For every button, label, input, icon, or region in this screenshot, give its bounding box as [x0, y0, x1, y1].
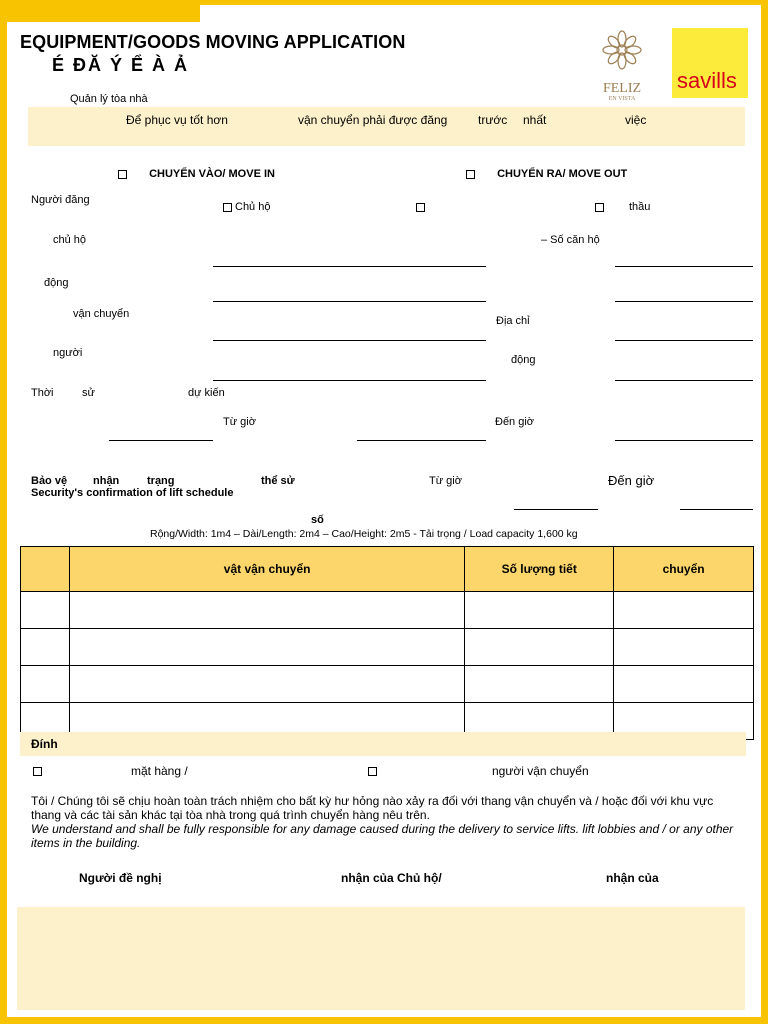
- page-title: EQUIPMENT/GOODS MOVING APPLICATION: [20, 32, 406, 52]
- manager-label: Quản lý tòa nhà: [70, 93, 148, 105]
- security-label-4: thể sử: [261, 475, 295, 487]
- time-from-label: Từ giờ: [223, 416, 256, 428]
- owner-option[interactable]: [223, 201, 270, 213]
- frame-right: [761, 0, 768, 1024]
- date-field[interactable]: [109, 440, 213, 441]
- move-in-option[interactable]: [118, 168, 275, 180]
- table-cell[interactable]: [614, 592, 754, 629]
- table-header-row: [21, 547, 754, 592]
- notice-part4: nhất: [523, 113, 547, 127]
- time-from-field[interactable]: [357, 440, 486, 441]
- attachment-checkbox-2[interactable]: [368, 767, 377, 776]
- feliz-sub: EN VISTA: [608, 96, 636, 102]
- mobile2-field[interactable]: [615, 380, 753, 381]
- move-in-label: CHUYỂN VÀO/ MOVE IN: [149, 168, 275, 180]
- table-row: [21, 666, 754, 703]
- move-in-checkbox[interactable]: [118, 170, 127, 179]
- security-label-3: trạng: [147, 475, 175, 487]
- table-header-qty: Số lượng tiết: [465, 547, 614, 592]
- registrant-label: Người đăng: [31, 194, 90, 206]
- security-label-2: nhận: [93, 475, 120, 487]
- use-label: sử: [82, 387, 95, 399]
- disclaimer-vn: Tôi / Chúng tôi sẽ chịu hoàn toàn trách nhiệm cho bất kỳ hư hỏng nào xảy ra đối với thang vận chuyển và / hoặc đối với khu vực thang và các tài sản khác tại tòa nhà trong quá trình chuyển hàng nêu trên.: [31, 794, 714, 822]
- table-cell[interactable]: [69, 592, 464, 629]
- notice-part2: vận chuyển phải được đăng: [298, 113, 448, 127]
- tenant-option[interactable]: [416, 201, 428, 213]
- frame-top: [200, 0, 768, 5]
- unit-label: – Số căn hộ: [541, 234, 600, 246]
- table-cell[interactable]: [465, 629, 614, 666]
- attachment-option-1-label: mặt hàng /: [131, 764, 188, 778]
- frame-left: [0, 0, 7, 1024]
- owner-checkbox[interactable]: [223, 203, 232, 212]
- signature-management: nhận của: [606, 871, 659, 885]
- security-to-field[interactable]: [680, 509, 753, 510]
- frame-bottom: [0, 1017, 768, 1024]
- security-label-1: Bảo vệ: [31, 475, 68, 487]
- security-to-label: Đến giờ: [608, 473, 655, 488]
- carrier-field[interactable]: [213, 340, 486, 341]
- attachment-option-2-label: người vận chuyển: [492, 764, 589, 778]
- person-label: người: [53, 347, 83, 359]
- move-out-option[interactable]: [466, 168, 627, 180]
- mobile2-label: động: [511, 354, 536, 366]
- security-label-en: Security's confirmation of lift schedule: [31, 487, 234, 499]
- table-cell[interactable]: [614, 666, 754, 703]
- attachment-option-1[interactable]: [33, 764, 188, 778]
- signature-area[interactable]: [17, 907, 745, 1010]
- table-cell[interactable]: [21, 629, 70, 666]
- mobile-label: động: [44, 277, 69, 289]
- table-cell[interactable]: [69, 666, 464, 703]
- contractor-option-label: thầu: [629, 201, 651, 213]
- notice-part5: việc: [625, 113, 647, 127]
- expected-label: dự kiến: [188, 387, 225, 399]
- table-header-note: chuyển: [614, 547, 754, 592]
- feliz-name: FELIZ: [602, 81, 642, 96]
- tenant-checkbox[interactable]: [416, 203, 425, 212]
- table-header-item: vật vận chuyển: [69, 547, 464, 592]
- table-header-no: [21, 547, 70, 592]
- time-to-field[interactable]: [615, 440, 753, 441]
- person-field[interactable]: [213, 380, 486, 381]
- owner-option-label: Chủ hộ: [235, 201, 271, 213]
- security-from-label: Từ giờ: [429, 475, 462, 487]
- feliz-logo: [590, 30, 654, 102]
- notice-part1: Để phục vụ tốt hơn: [126, 113, 228, 127]
- security-from-field[interactable]: [514, 509, 598, 510]
- table-cell[interactable]: [465, 666, 614, 703]
- contractor-checkbox[interactable]: [595, 203, 604, 212]
- attachment-checkbox-1[interactable]: [33, 767, 42, 776]
- table-cell[interactable]: [69, 629, 464, 666]
- mobile-field[interactable]: [213, 301, 486, 302]
- disclaimer-en: We understand and shall be fully responsible for any damage caused during the delivery to service lifts. lift lobbies and / or any other items in the building.: [31, 822, 734, 850]
- table-row: [21, 592, 754, 629]
- address-field[interactable]: [615, 340, 753, 341]
- contractor-option[interactable]: [595, 201, 650, 213]
- carrier-label: vận chuyển: [73, 308, 130, 320]
- table-cell[interactable]: [614, 629, 754, 666]
- address-label: Địa chỉ: [496, 315, 530, 327]
- page-title-vn: É ĐĂ Ý Ể À Ả: [52, 55, 190, 75]
- move-out-label: CHUYỂN RA/ MOVE OUT: [497, 168, 628, 180]
- lift-heading: số: [311, 514, 324, 526]
- owner-name-field[interactable]: [213, 266, 486, 267]
- frame-top-tab: [0, 0, 200, 22]
- time-label: Thời: [31, 387, 54, 399]
- time-to-label: Đến giờ: [495, 416, 535, 428]
- attachment-label: Đính: [31, 737, 58, 751]
- unit-field[interactable]: [615, 266, 753, 267]
- savills-logo-text: savills: [677, 68, 737, 93]
- move-out-checkbox[interactable]: [466, 170, 475, 179]
- signature-requester: Người đề nghị: [79, 871, 162, 885]
- table-cell[interactable]: [21, 592, 70, 629]
- attachment-band: [20, 732, 746, 756]
- table-cell[interactable]: [21, 666, 70, 703]
- lift-specs: Rộng/Width: 1m4 – Dài/Length: 2m4 – Cao/Height: 2m5 - Tải trọng / Load capacity 1,600 kg: [150, 528, 578, 540]
- items-table: [20, 546, 754, 740]
- feliz-flower-icon: [590, 30, 654, 102]
- owner-name-label: chủ hộ: [53, 234, 87, 246]
- attachment-option-2[interactable]: [368, 764, 589, 778]
- notice-part3: trước: [478, 113, 508, 127]
- mobile-extra-field[interactable]: [615, 301, 753, 302]
- table-row: [21, 629, 754, 666]
- table-cell[interactable]: [465, 592, 614, 629]
- signature-owner: nhận của Chủ hộ/: [341, 871, 442, 885]
